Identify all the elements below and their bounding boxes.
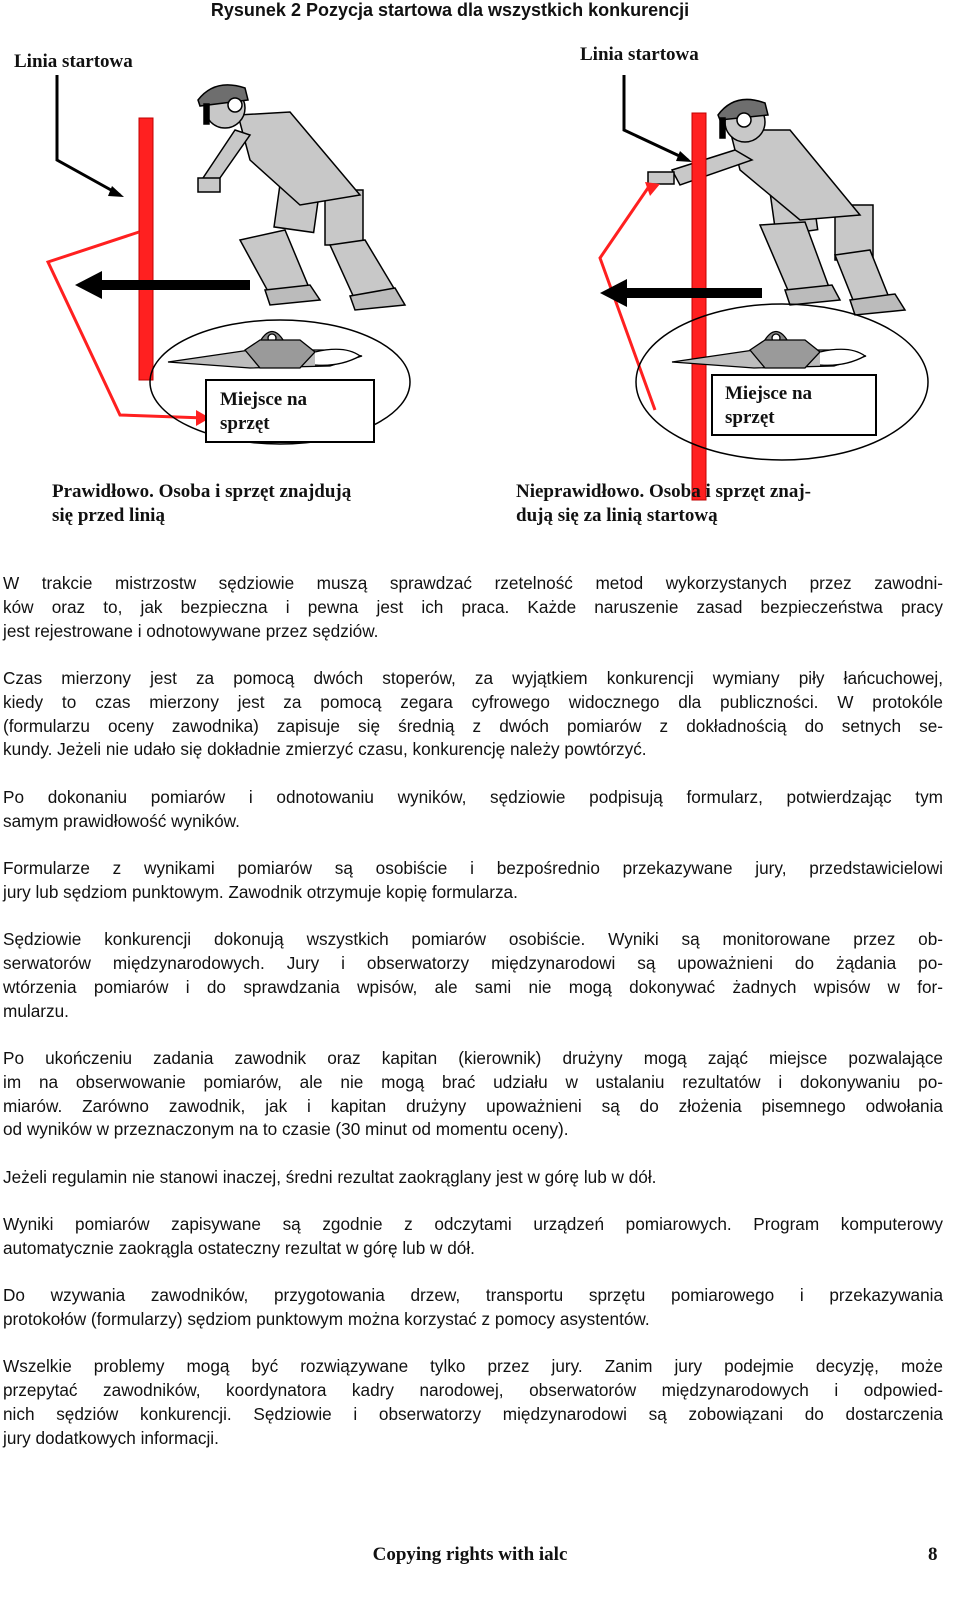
text-line: miarów. Zarówno zawodnik, jak i kapitan drużyny upoważnieni są do złożenia pisemnego odwołania <box>3 1095 943 1116</box>
left-equipment-label-line2: sprzęt <box>220 413 270 434</box>
left-caption-line1: Prawidłowo. Osoba i sprzęt znajdują <box>52 481 352 502</box>
right-scene <box>600 75 928 500</box>
paragraph <box>3 928 943 1023</box>
left-label-arrowhead <box>108 186 124 197</box>
left-direction-arrow <box>100 280 250 290</box>
right-direction-arrow <box>625 288 762 298</box>
body-text <box>3 572 943 1474</box>
text-line: mularzu. <box>3 1000 69 1021</box>
right-equipment-label <box>725 382 812 430</box>
left-caption-line2: się przed linią <box>52 505 165 526</box>
text-line: jury lub sędziom punktowym. Zawodnik otrzymuje kopię formularza. <box>3 881 518 902</box>
right-label-pointer <box>624 75 688 160</box>
footer-copyright: Copying rights with ialc <box>372 1544 568 1565</box>
text-line: Jeżeli regulamin nie stanowi inaczej, średni rezultat zaokrąglany jest w górę lub w dół. <box>3 1166 657 1187</box>
left-direction-arrowhead <box>75 271 102 299</box>
right-caption <box>516 480 811 528</box>
text-line: Wszelkie problemy mogą być rozwiązywane tylko przez jury. Zanim jury podejmie decyzję, może <box>3 1356 943 1377</box>
paragraph <box>3 1355 943 1450</box>
text-line: przepytać zawodników, koordynatora kadry narodowej, obserwatorów międzynarodowych i odpowied- <box>3 1380 943 1401</box>
page-number: 8 <box>928 1544 938 1565</box>
right-label-arrowhead <box>676 151 692 162</box>
text-line: od wyników w przeznaczonym na to czasie (30 minut od momentu oceny). <box>3 1119 569 1140</box>
text-line: protokołów (formularzy) sędziom punktowym można korzystać z pomocy asystentów. <box>3 1309 650 1330</box>
left-equipment-label-line1: Miejsce na <box>220 389 308 410</box>
paragraph <box>3 667 943 762</box>
text-line: Formularze z wynikami pomiarów są osobiście i bezpośrednio przekazywane jury, przedstawicielowi <box>3 857 943 878</box>
text-line: nich sędziów konkurencji. Sędziowie i obserwatorzy międzynarodowi są zobowiązani do dostarczenia <box>3 1404 943 1425</box>
right-start-line-label: Linia startowa <box>580 44 699 65</box>
text-line: Wyniki pomiarów zapisywane są zgodnie z odczytami urządzeń pomiarowych. Program komputerowy <box>3 1214 943 1235</box>
left-equipment-label <box>220 388 307 436</box>
right-direction-arrowhead <box>600 279 627 307</box>
start-position-figure <box>0 0 960 560</box>
left-start-line-label: Linia startowa <box>14 51 133 72</box>
paragraph <box>3 1213 943 1261</box>
text-line: Po ukończeniu zadania zawodnik oraz kapitan (kierownik) drużyny mogą zająć miejsce pozwalające <box>3 1047 943 1068</box>
left-red-outline <box>48 232 205 418</box>
text-line: ków oraz to, jak bezpieczna i pewna jest ich praca. Każde naruszenie zasad bezpieczeństwa pracy <box>3 596 943 617</box>
paragraph <box>3 857 943 905</box>
text-line: Po dokonaniu pomiarów i odnotowaniu wyników, sędziowie podpisują formularz, potwierdzając tym <box>3 786 943 807</box>
text-line: jest rejestrowane i odnotowywane przez sędziów. <box>3 620 379 641</box>
right-caption-line2: dują się za linią startową <box>516 505 718 526</box>
paragraph <box>3 1284 943 1332</box>
left-competitor-figure <box>198 85 405 310</box>
text-line: serwatorów międzynarodowych. Jury i obserwatorzy międzynarodowi są upoważnieni do żądania po- <box>3 952 943 973</box>
paragraph <box>3 1166 943 1190</box>
text-line: im na obserwowanie pomiarów, ale nie mogą brać udziału w ustalaniu rezultatów i dokonywaniu po- <box>3 1071 943 1092</box>
text-line: jury dodatkowych informacji. <box>3 1427 219 1448</box>
paragraph <box>3 1047 943 1142</box>
left-chainsaw <box>168 332 362 369</box>
right-equipment-label-line1: Miejsce na <box>725 383 813 404</box>
left-caption <box>52 480 351 528</box>
left-start-line <box>139 118 153 380</box>
text-line: automatycznie zaokrągla ostateczny rezultat w górę lub w dół. <box>3 1237 475 1258</box>
paragraph <box>3 572 943 643</box>
right-caption-line1: Nieprawidłowo. Osoba i sprzęt znaj- <box>516 481 812 502</box>
paragraph <box>3 786 943 834</box>
right-start-line <box>692 113 706 500</box>
text-line: (formularzu oceny zawodnika) zapisuje się średnią z dwóch pomiarów z dokładnością do setnych se- <box>3 715 943 736</box>
text-line: W trakcie mistrzostw sędziowie muszą sprawdzać rzetelność metod wykorzystanych przez zawodni- <box>3 573 943 593</box>
text-line: wtórzenia pomiarów i do sprawdzania wpisów, ale sami nie mogą dokonywać żadnych wpisów w for- <box>3 976 943 997</box>
text-line: kundy. Jeżeli nie udało się dokładnie zmierzyć czasu, konkurencję należy powtórzyć. <box>3 739 647 760</box>
text-line: kiedy to czas mierzony jest za pomocą zegara cyfrowego widocznego dla publiczności. W protokóle <box>3 691 943 712</box>
text-line: Czas mierzony jest za pomocą dwóch stoperów, za wyjątkiem konkurencji wymiany piły łańcuchowej, <box>3 667 943 688</box>
text-line: samym prawidłowość wyników. <box>3 810 240 831</box>
figure-title: Rysunek 2 Pozycja startowa dla wszystkich konkurencji <box>210 0 690 20</box>
text-line: Sędziowie konkurencji dokonują wszystkich pomiarów osobiście. Wyniki są monitorowane przez ob- <box>3 929 943 950</box>
right-competitor-figure <box>648 99 905 315</box>
left-label-pointer <box>57 75 120 195</box>
text-line: Do wzywania zawodników, przygotowania drzew, transportu sprzętu pomiarowego i przekazywania <box>3 1285 943 1306</box>
right-equipment-label-line2: sprzęt <box>725 407 775 428</box>
